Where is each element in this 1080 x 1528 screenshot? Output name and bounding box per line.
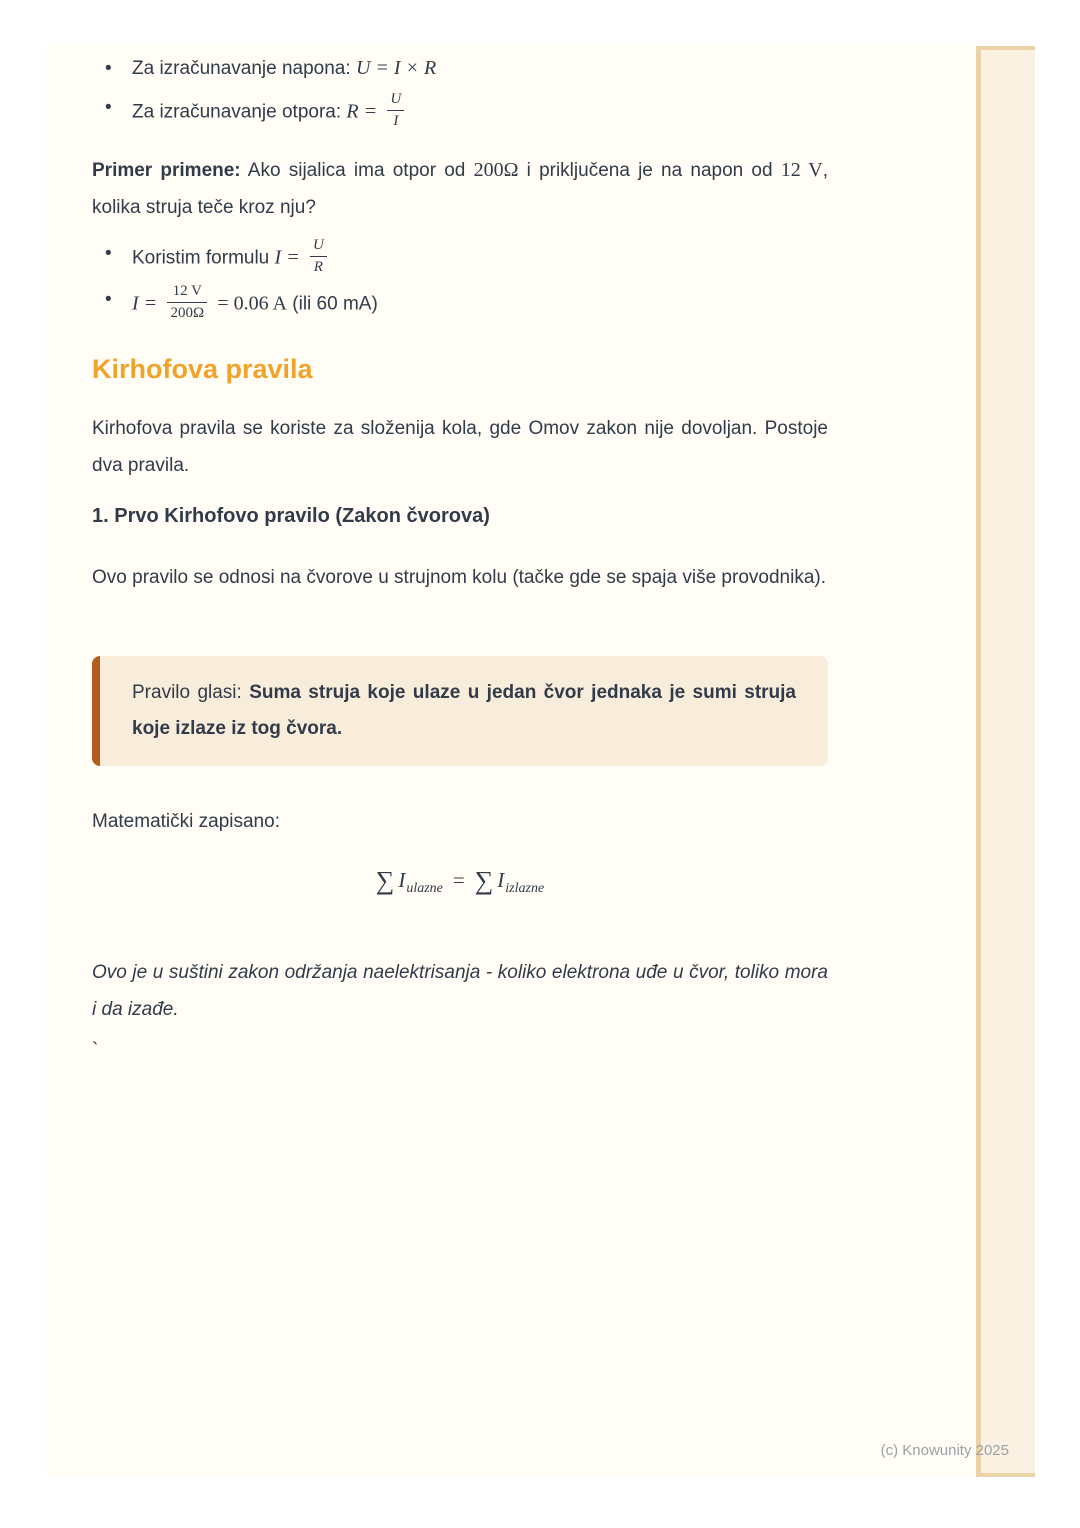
math-label-paragraph: Matematički zapisano:	[92, 811, 280, 832]
bullet-marker: •	[105, 97, 112, 118]
document-content	[92, 0, 828, 1528]
rule-callout	[92, 656, 828, 766]
math-lhs: I =	[132, 292, 158, 315]
kirchhoff-intro-paragraph: Kirhofova pravila se koriste za složenija kola, gde Omov zakon nije dovoljan. Postoje dva pravila.	[92, 418, 828, 476]
math-lhs: R =	[346, 100, 378, 123]
bullet-marker: •	[105, 289, 112, 310]
current-variable: I	[398, 868, 406, 892]
example-lead: Primer primene:	[92, 160, 241, 181]
subsection-heading-first-rule: 1. Prvo Kirhofovo pravilo (Zakon čvorova)	[92, 505, 490, 527]
math-fraction	[167, 282, 207, 323]
bullet-marker: •	[105, 58, 112, 79]
fraction-numerator: 12 V	[167, 282, 207, 303]
callout-lead: Pravilo glasi:	[132, 682, 242, 703]
example-text-1: Ako sijalica ima otpor od	[247, 160, 466, 181]
bullet-resistance-formula	[92, 92, 828, 133]
bullet-calculation	[92, 284, 828, 325]
watermark-footer: (c) Knowunity 2025	[880, 1442, 1009, 1459]
essence-paragraph: Ovo je u suštini zakon održanja naelektrisanja - koliko elektrona uđe u čvor, toliko mora i da izađe.	[92, 962, 828, 1020]
example-text-2: i priključena je na napon od	[526, 160, 773, 181]
example-math-ohms: 200Ω	[473, 159, 519, 181]
example-text-3: , kolika struja teče kroz nju?	[92, 160, 829, 218]
fraction-denominator: I	[393, 112, 399, 129]
math-fraction	[387, 90, 404, 131]
rule-description-paragraph: Ovo pravilo se odnosi na čvorove u strujnom kolu (tačke gde se spaja više provodnika).	[92, 567, 826, 588]
bullet-voltage-formula	[92, 53, 828, 84]
bullet-using-formula	[92, 238, 828, 279]
bullet-text	[132, 238, 828, 279]
stray-backtick: `	[92, 1040, 99, 1061]
current-variable: I	[497, 868, 505, 892]
fraction-denominator: 200Ω	[170, 304, 205, 321]
subscript-incoming: ulazne	[406, 881, 443, 897]
bullet-label: Za izračunavanje napona:	[132, 58, 351, 79]
math-lhs: I =	[274, 246, 300, 269]
kirchhoff-current-equation	[92, 866, 828, 897]
subscript-outgoing: izlazne	[505, 881, 545, 897]
calc-note: (ili 60 mA)	[292, 293, 378, 315]
example-math-volts: 12 V	[780, 159, 823, 181]
math-fraction	[310, 236, 327, 277]
bullet-label: Za izračunavanje otpora:	[132, 101, 342, 123]
fraction-denominator: R	[313, 258, 323, 275]
callout-rule-text: Suma struja koje ulaze u jedan čvor jednaka je sumi struja koje izlaze iz tog čvora.	[132, 682, 796, 739]
math-expression: U = I × R	[355, 57, 437, 79]
bullet-marker: •	[105, 243, 112, 264]
bullet-label: Koristim formulu	[132, 247, 270, 269]
bullet-text	[132, 284, 828, 325]
fraction-numerator: U	[387, 90, 404, 111]
sum-symbol: ∑	[375, 866, 395, 895]
bullet-text	[132, 92, 828, 133]
equals-sign: =	[452, 868, 465, 892]
sum-symbol: ∑	[474, 866, 494, 895]
bullet-text	[132, 53, 828, 84]
example-paragraph	[92, 152, 828, 226]
page-edge-strip	[976, 46, 1035, 1477]
fraction-numerator: U	[310, 236, 327, 257]
math-rhs: = 0.06 A	[217, 292, 287, 315]
section-heading-kirchhoff: Kirhofova pravila	[92, 354, 313, 384]
